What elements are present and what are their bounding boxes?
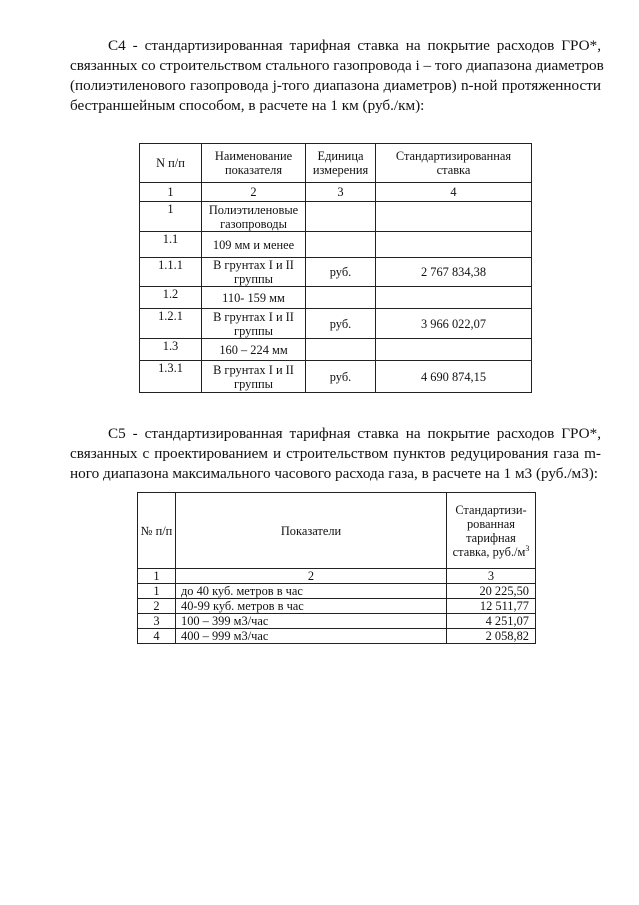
row-name: до 40 куб. метров в час: [176, 584, 447, 599]
c5-line-1: С5 - стандартизированная тарифная ставка на покрытие расходов ГРО*,: [108, 425, 601, 442]
c5-header-indicators: Показатели: [176, 493, 447, 569]
row-name: 40-99 куб. метров в час: [176, 599, 447, 614]
row-num: 1: [138, 584, 176, 599]
c5-rates-table: [137, 492, 536, 644]
table-row: [138, 629, 536, 644]
table-row: [140, 339, 532, 361]
c5-colnum-1: 1: [138, 569, 176, 584]
table-row: [140, 309, 532, 339]
row-rate: 12 511,77: [447, 599, 536, 614]
table-row: [140, 361, 532, 393]
row-num: 1.3.1: [140, 361, 202, 393]
c5-header-rate-text: Стандартизи-рованная тарифная ставка, руб./м: [452, 502, 527, 559]
row-rate: 2 767 834,38: [376, 258, 532, 287]
row-unit: [306, 287, 376, 309]
c4-colnum-4: 4: [376, 183, 532, 202]
row-num: 4: [138, 629, 176, 644]
row-num: 1.2.1: [140, 309, 202, 339]
row-name: Полиэтиленовые газопроводы: [202, 202, 306, 232]
c5-colnum-2: 2: [176, 569, 447, 584]
row-num: 1.2: [140, 287, 202, 309]
c5-header-rate-superscript: 3: [525, 543, 530, 553]
c4-header-rate: Стандартизированная ставка: [376, 144, 532, 183]
row-rate: 3 966 022,07: [376, 309, 532, 339]
row-rate: 2 058,82: [447, 629, 536, 644]
table-row: [140, 202, 532, 232]
section-c5-text: [70, 424, 601, 484]
row-num: 3: [138, 614, 176, 629]
row-num: 1.1.1: [140, 258, 202, 287]
row-unit: [306, 232, 376, 258]
c5-line-3: ного диапазона максимального часового расхода газа, в расчете на 1 м3 (руб./м3):: [70, 465, 599, 482]
row-rate: [376, 202, 532, 232]
row-name: В грунтах I и II группы: [202, 309, 306, 339]
row-num: 1.3: [140, 339, 202, 361]
row-name: 400 – 999 м3/час: [176, 629, 447, 644]
table-row: [140, 258, 532, 287]
row-unit: [306, 202, 376, 232]
row-unit: руб.: [306, 258, 376, 287]
c4-colnum-3: 3: [306, 183, 376, 202]
row-name: В грунтах I и II группы: [202, 361, 306, 393]
row-name: 109 мм и менее: [202, 232, 306, 258]
c4-header-num: N п/п: [140, 144, 202, 183]
c4-header-unit: Единица измерения: [306, 144, 376, 183]
row-name: 110- 159 мм: [202, 287, 306, 309]
c4-line-2: связанных со строительством стального газопровода i – того диапазона диаметров: [70, 57, 604, 74]
c4-colnum-1: 1: [140, 183, 202, 202]
row-name: 160 – 224 мм: [202, 339, 306, 361]
row-rate: 4 690 874,15: [376, 361, 532, 393]
c5-colnum-3: 3: [447, 569, 536, 584]
c5-column-numbers-row: [138, 569, 536, 584]
table-row: [140, 287, 532, 309]
table-row: [138, 614, 536, 629]
section-c4-text: [70, 36, 604, 116]
row-unit: [306, 339, 376, 361]
row-unit: руб.: [306, 309, 376, 339]
c4-header-name: Наименование показателя: [202, 144, 306, 183]
c5-header-rate: [447, 493, 536, 569]
row-num: 2: [138, 599, 176, 614]
c5-header-row: [138, 493, 536, 569]
c4-header-row: [140, 144, 532, 183]
row-rate: 20 225,50: [447, 584, 536, 599]
table-row: [138, 599, 536, 614]
table-row: [138, 584, 536, 599]
row-unit: руб.: [306, 361, 376, 393]
row-name: В грунтах I и II группы: [202, 258, 306, 287]
c4-colnum-2: 2: [202, 183, 306, 202]
table-row: [140, 232, 532, 258]
row-rate: [376, 232, 532, 258]
c4-line-3: (полиэтиленового газопровода j-того диапазона диаметров) n-ной протяженности: [70, 77, 601, 94]
row-name: 100 – 399 м3/час: [176, 614, 447, 629]
row-num: 1: [140, 202, 202, 232]
row-rate: [376, 287, 532, 309]
row-rate: [376, 339, 532, 361]
row-num: 1.1: [140, 232, 202, 258]
row-rate: 4 251,07: [447, 614, 536, 629]
c5-line-2: связанных с проектированием и строительством пунктов редуцирования газа m-: [70, 445, 601, 462]
c4-column-numbers-row: [140, 183, 532, 202]
c5-header-num: № п/п: [138, 493, 176, 569]
c4-line-4: бестраншейным способом, в расчете на 1 км (руб./км):: [70, 97, 425, 114]
c4-rates-table: [139, 143, 532, 393]
c4-line-1: С4 - стандартизированная тарифная ставка на покрытие расходов ГРО*,: [108, 37, 601, 54]
